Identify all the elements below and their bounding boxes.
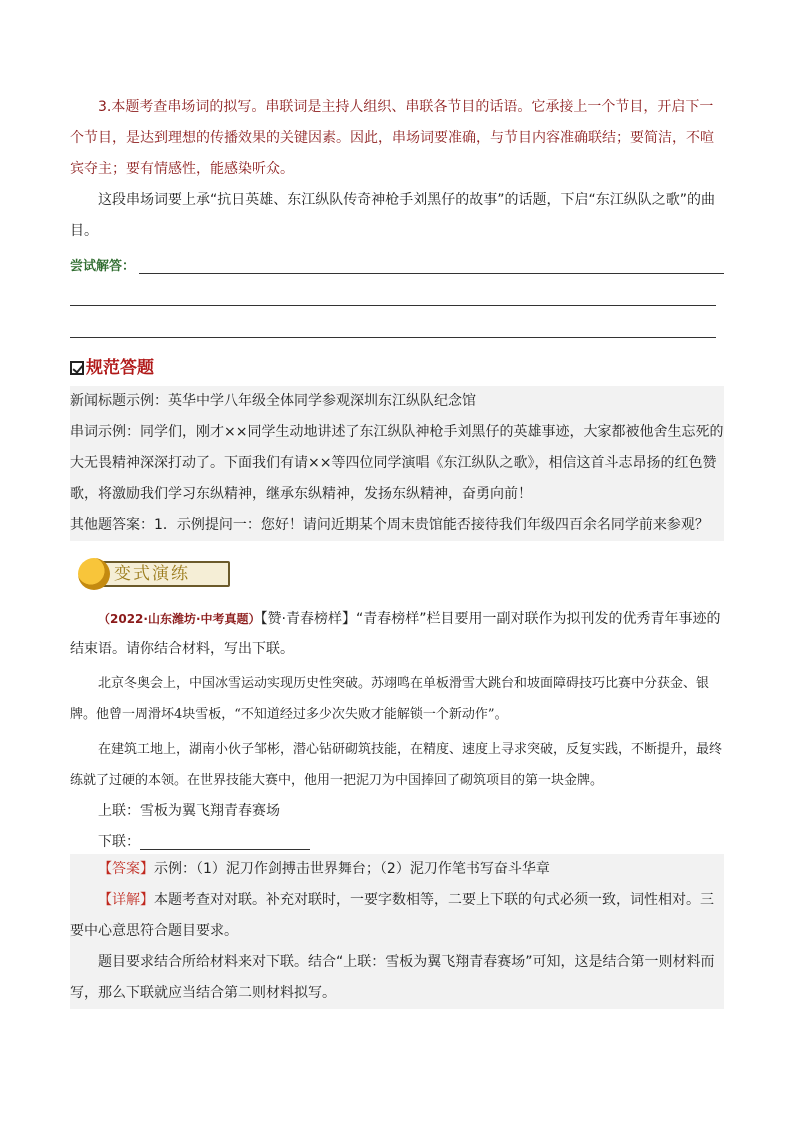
news-title-example: 新闻标题示例：英华中学八年级全体同学参观深圳东江纵队纪念馆	[70, 393, 476, 409]
standard-heading-text: 规范答题	[86, 358, 154, 378]
detail-paragraph	[70, 885, 724, 947]
detail-tag: 【详解】	[98, 892, 154, 908]
analysis-paragraph-1: 3.本题考查串场词的拟写。串联词是主持人组织、串联各节目的话语。它承接上一个节目，开启下一个节目，是达到理想的传播效果的关键因素。因此，串场词要准确，与节目内容准确联结；要简洁，不喧宾夺主；要有情感性，能感染听众。	[70, 99, 714, 177]
analysis-paragraph-2: 这段串场词要上承“抗日英雄、东江纵队传奇神枪手刘黑仔的故事”的话题，下启“东江纵队之歌”的曲目。	[70, 192, 716, 239]
material-1: 北京冬奥会上，中国冰雪运动实现历史性突破。苏翊鸣在单板滑雪大跳台和坡面障碍技巧比赛中分获金、银牌。他曾一周滑坏4块雪板，“不知道经过多少次失败才能解锁一个新动作”。	[70, 676, 710, 722]
other-answers: 其他题答案：1．示例提问一：您好！请问近期某个周末贵馆能否接待我们年级四百余名同学前来参观？	[70, 517, 709, 533]
banner-title: 变式演练	[114, 564, 190, 584]
question-source: （2022·山东潍坊·中考真题）	[98, 612, 261, 626]
answer-line	[70, 854, 724, 885]
lower-couplet-label: 下联：	[98, 834, 140, 850]
standard-answer-block	[70, 386, 724, 541]
banner-circle-icon	[78, 558, 110, 590]
checkbox-icon	[70, 361, 84, 375]
practice-block	[70, 604, 724, 858]
standard-heading	[70, 354, 154, 382]
answer-line-3[interactable]	[70, 337, 716, 338]
material-2: 在建筑工地上，湖南小伙子邹彬，潜心钻研砌筑技能，在精度、速度上寻求突破，反复实践，不断提升，最终练就了过硬的本领。在世界技能大赛中，他用一把泥刀为中国捧回了砌筑项目的第一块金牌。	[70, 742, 723, 788]
practice-question	[70, 604, 724, 664]
answer-tag: 【答案】	[98, 861, 154, 877]
detail-paragraph-2: 题目要求结合所给材料来对下联。结合“上联：雪板为翼飞翔青春赛场”可知，这是结合第一则材料而写，那么下联就应当结合第二则材料拟写。	[70, 954, 715, 1001]
question-text: 【赞·青春榜样】“青春榜样”栏目要用一副对联作为拟刊发的优秀青年事迹的结束语。请你结合材料，写出下联。	[70, 611, 721, 657]
answer-line-2[interactable]	[70, 305, 716, 306]
practice-banner	[78, 558, 232, 590]
detail-text: 本题考查对对联。补充对联时，一要字数相等，二要上下联的句式必须一致，词性相对。三要中心意思符合题目要求。	[70, 892, 714, 939]
answer-line-1[interactable]	[139, 273, 724, 274]
lower-couplet-input-line[interactable]	[140, 849, 310, 850]
try-answer-block	[70, 254, 724, 338]
answer-block	[70, 854, 724, 1009]
analysis-block	[70, 92, 724, 247]
answer-text: 示例：（1）泥刀作剑搏击世界舞台；（2）泥刀作笔书写奋斗华章	[154, 861, 550, 877]
upper-couplet: 上联：雪板为翼飞翔青春赛场	[98, 803, 280, 819]
try-answer-label: 尝试解答：	[70, 259, 136, 274]
serial-example: 串词示例：同学们，刚才××同学生动地讲述了东江纵队神枪手刘黑仔的英雄事迹，大家都被他舍生忘死的大无畏精神深深打动了。下面我们有请××等四位同学演唱《东江纵队之歌》，相信这首斗志昂扬的红色赞歌，将激励我们学习东纵精神，继承东纵精神，发扬东纵精神，奋勇向前！	[70, 424, 724, 502]
